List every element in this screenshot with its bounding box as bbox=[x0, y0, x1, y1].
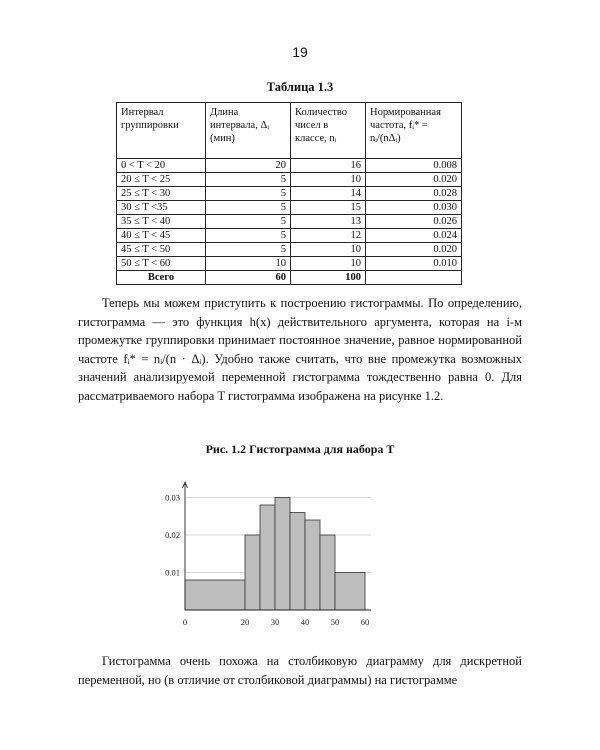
histogram-bar bbox=[320, 535, 335, 610]
cell-frequency: 0.020 bbox=[366, 173, 462, 187]
histogram-bar bbox=[260, 505, 275, 610]
table-title: Таблица 1.3 bbox=[266, 80, 334, 94]
paragraph-text: Гистограмма очень похожа на столбиковую диаграмму для дискретной переменной, но (в отличие от столбиковой диаграммы) на гистограмме bbox=[78, 654, 522, 687]
cell-total-length: 60 bbox=[206, 271, 291, 285]
cell-count: 15 bbox=[291, 201, 366, 215]
header-frequency: Нормированная частота, fᵢ* = nᵢ/(nΔᵢ) bbox=[366, 103, 462, 159]
cell-interval: 35 ≤ T < 40 bbox=[117, 215, 206, 229]
table-row bbox=[117, 243, 462, 257]
y-tick-label: 0.03 bbox=[165, 492, 180, 503]
paragraph-histogram-comparison bbox=[78, 652, 522, 689]
page-number: 19 bbox=[292, 44, 308, 60]
y-tick-label: 0.01 bbox=[165, 567, 180, 578]
histogram-bar bbox=[245, 535, 260, 610]
table-row bbox=[117, 173, 462, 187]
cell-length: 10 bbox=[206, 257, 291, 271]
cell-total-count: 100 bbox=[291, 271, 366, 285]
cell-frequency: 0.026 bbox=[366, 215, 462, 229]
cell-frequency: 0.030 bbox=[366, 201, 462, 215]
cell-count: 14 bbox=[291, 187, 366, 201]
cell-frequency: 0.008 bbox=[366, 159, 462, 173]
x-tick-label: 30 bbox=[270, 617, 280, 627]
cell-interval: 30 ≤ T <35 bbox=[117, 201, 206, 215]
cell-length: 5 bbox=[206, 201, 291, 215]
x-tick-label: 50 bbox=[330, 617, 340, 627]
cell-total-label: Всего bbox=[117, 271, 206, 285]
x-tick-label: 20 bbox=[240, 617, 250, 627]
frequency-table bbox=[116, 102, 462, 285]
table-row bbox=[117, 187, 462, 201]
x-tick-label: 40 bbox=[300, 617, 310, 627]
histogram-bar bbox=[335, 573, 365, 611]
cell-count: 10 bbox=[291, 243, 366, 257]
cell-total-frequency bbox=[366, 271, 462, 285]
histogram-bar bbox=[290, 513, 305, 611]
cell-frequency: 0.028 bbox=[366, 187, 462, 201]
histogram-bar bbox=[305, 520, 320, 610]
cell-length: 20 bbox=[206, 159, 291, 173]
figure-title: Рис. 1.2 Гистограмма для набора T bbox=[205, 442, 395, 456]
histogram-bar bbox=[275, 498, 290, 611]
cell-count: 13 bbox=[291, 215, 366, 229]
table-row bbox=[117, 215, 462, 229]
cell-frequency: 0.024 bbox=[366, 229, 462, 243]
cell-count: 10 bbox=[291, 257, 366, 271]
table-row bbox=[117, 229, 462, 243]
cell-interval: 25 ≤ T < 30 bbox=[117, 187, 206, 201]
cell-length: 5 bbox=[206, 187, 291, 201]
histogram-bar bbox=[185, 580, 245, 610]
cell-interval: 0 < T < 20 bbox=[117, 159, 206, 173]
cell-interval: 50 ≤ T < 60 bbox=[117, 257, 206, 271]
cell-frequency: 0.010 bbox=[366, 257, 462, 271]
histogram-chart bbox=[140, 478, 380, 630]
x-tick-label: 60 bbox=[360, 617, 370, 627]
paragraph-histogram-definition bbox=[78, 294, 522, 406]
table-header-row bbox=[117, 103, 462, 159]
table-total-row bbox=[117, 271, 462, 285]
header-interval: Интервал группировки bbox=[117, 103, 206, 159]
cell-length: 5 bbox=[206, 215, 291, 229]
cell-length: 5 bbox=[206, 243, 291, 257]
cell-interval: 20 ≤ T < 25 bbox=[117, 173, 206, 187]
header-count: Количество чисел в классе, nᵢ bbox=[291, 103, 366, 159]
cell-count: 16 bbox=[291, 159, 366, 173]
cell-count: 10 bbox=[291, 173, 366, 187]
table-row bbox=[117, 159, 462, 173]
header-length: Длина интервала, Δᵢ (мин) bbox=[206, 103, 291, 159]
table-row bbox=[117, 201, 462, 215]
cell-length: 5 bbox=[206, 229, 291, 243]
y-tick-label: 0.02 bbox=[165, 530, 180, 540]
paragraph-text: Теперь мы можем приступить к построению гистограммы. По определению, гистограмма — это функция h(x) действительного аргумента, которая на i-м промежутке группировки принимает постоянное значение, равное нормированной частоте fᵢ* = nᵢ/(n · Δᵢ). Удобно также считать, что вне промежутка возможных значений анализируемой переменной гистограмма тождественно равна 0. Для рассматриваемого набора T гистограмма изображена на рисунке 1.2. bbox=[78, 296, 522, 403]
cell-interval: 45 ≤ T < 50 bbox=[117, 243, 206, 257]
cell-interval: 40 ≤ T < 45 bbox=[117, 229, 206, 243]
x-tick-label: 0 bbox=[182, 617, 188, 627]
table-row bbox=[117, 257, 462, 271]
cell-frequency: 0.020 bbox=[366, 243, 462, 257]
cell-length: 5 bbox=[206, 173, 291, 187]
cell-count: 12 bbox=[291, 229, 366, 243]
